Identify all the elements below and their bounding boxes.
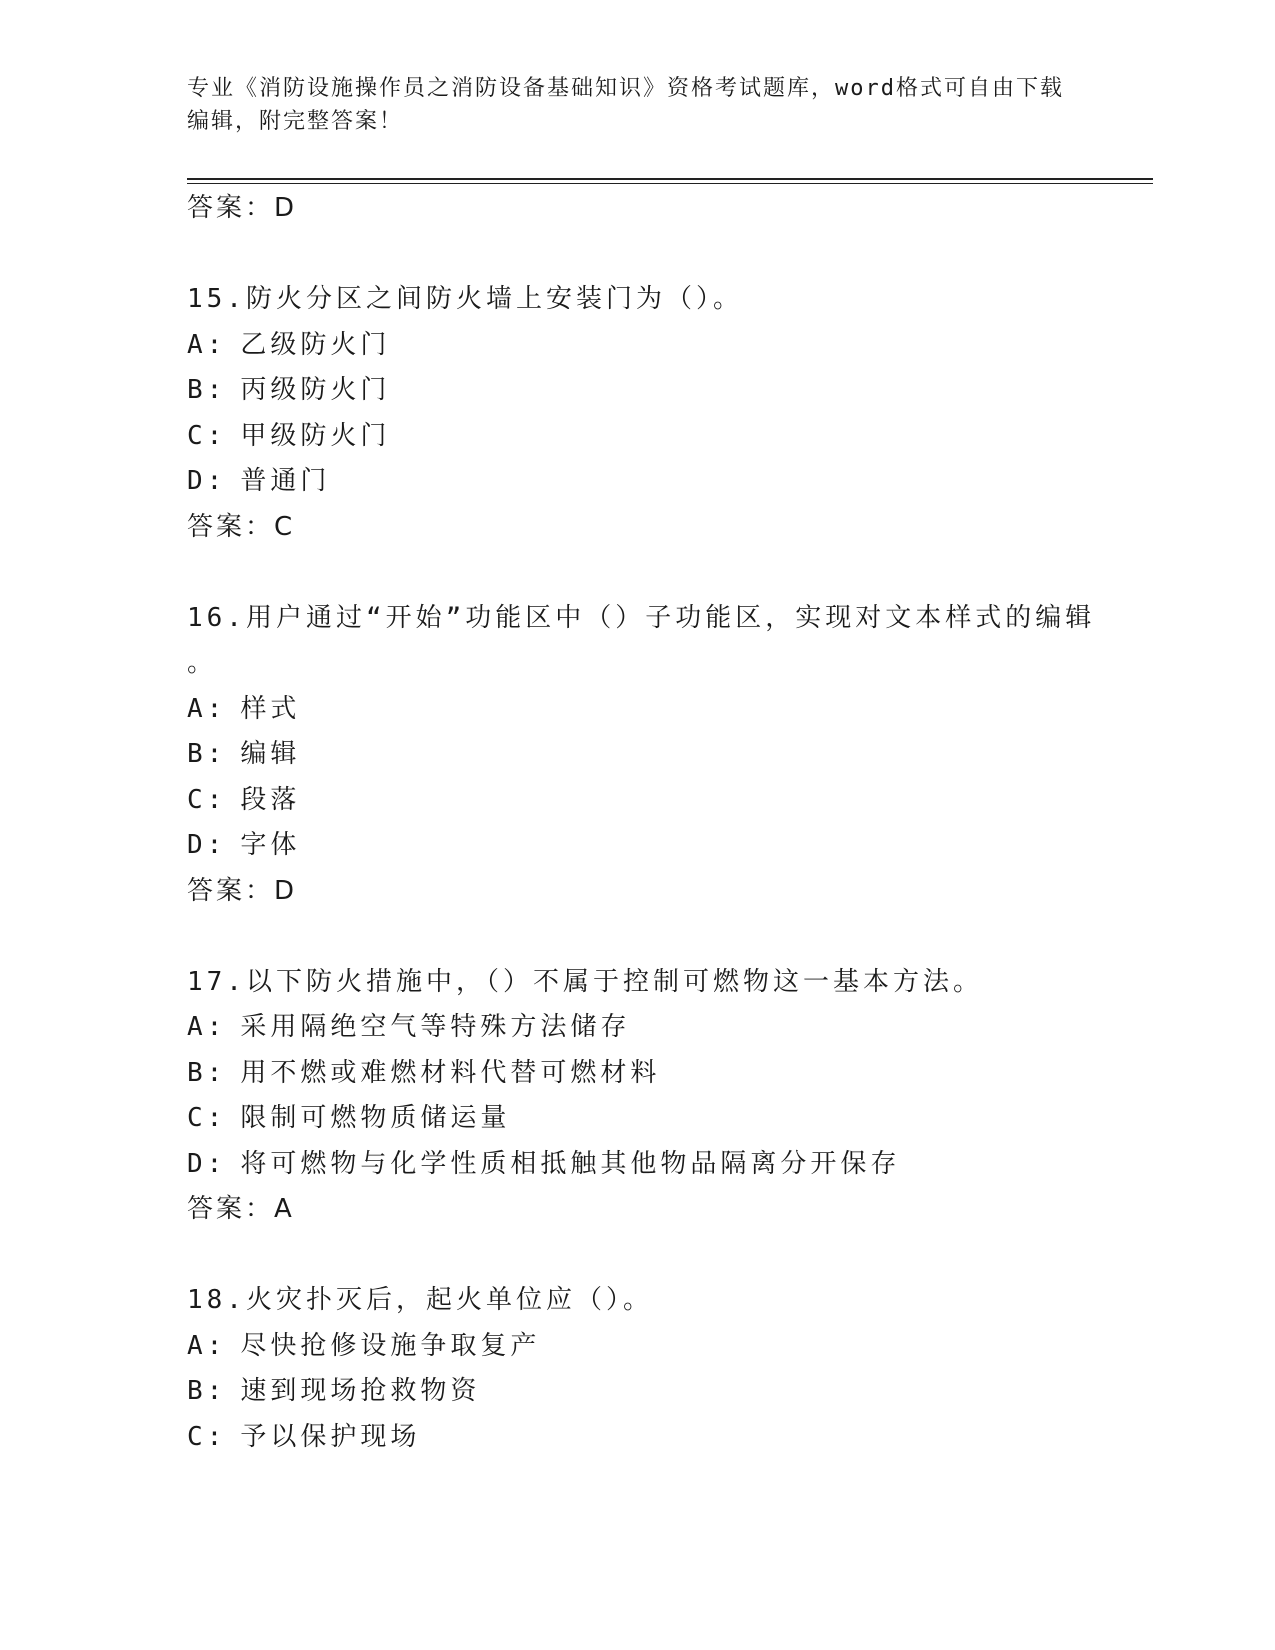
option-text: 尽快抢修设施争取复产 <box>240 1330 541 1361</box>
spacer <box>187 550 1087 596</box>
option-b <box>187 1369 1087 1415</box>
option-key: A: <box>187 693 227 724</box>
option-c <box>187 414 1087 460</box>
question-stem: 17.以下防火措施中，（）不属于控制可燃物这一基本方法。 <box>187 966 983 997</box>
option-text: 样式 <box>240 693 301 724</box>
option-key: B: <box>187 1057 227 1088</box>
option-text: 段落 <box>240 784 301 815</box>
spacer <box>187 914 1087 960</box>
header-rule-thin <box>187 183 1153 184</box>
answer: 答案：C <box>187 511 296 542</box>
question-16 <box>187 596 1096 915</box>
question-stem-line1: 16.用户通过“开始”功能区中（）子功能区，实现对文本样式的编辑 <box>187 602 1096 633</box>
question-stem: 15.防火分区之间防火墙上安装门为（）。 <box>187 284 743 314</box>
answer: 答案：A <box>187 1194 295 1224</box>
option-c <box>187 1096 1087 1142</box>
question-15 <box>187 277 1087 550</box>
option-d <box>187 823 1087 869</box>
option-c <box>187 1415 1087 1461</box>
option-text: 用不燃或难燃材料代替可燃材料 <box>240 1057 661 1088</box>
option-b <box>187 1051 1087 1097</box>
option-key: D: <box>187 830 227 860</box>
answer-prev: 答案：D <box>187 193 298 223</box>
header-text: 专业《消防设施操作员之消防设备基础知识》资格考试题库，word格式可自由下载编辑，附完整答案！ <box>187 76 1064 134</box>
option-text: 字体 <box>240 830 301 860</box>
option-b <box>187 368 1087 414</box>
option-text: 丙级防火门 <box>240 375 391 405</box>
option-key: A: <box>187 329 227 360</box>
option-text: 将可燃物与化学性质相抵触其他物品隔离分开保存 <box>240 1148 901 1179</box>
option-text: 普通门 <box>240 466 331 496</box>
spacer <box>187 1233 1087 1279</box>
option-text: 采用隔绝空气等特殊方法储存 <box>240 1012 631 1042</box>
option-text: 编辑 <box>240 739 301 769</box>
option-key: B: <box>187 1376 227 1406</box>
option-text: 速到现场抢救物资 <box>240 1376 481 1406</box>
option-key: A: <box>187 1330 227 1361</box>
option-c <box>187 778 1087 824</box>
document-body <box>187 186 1096 1460</box>
option-a <box>187 687 1087 733</box>
spacer <box>187 232 1087 278</box>
option-key: C: <box>187 784 227 815</box>
option-key: D: <box>187 1148 227 1179</box>
answer: 答案：D <box>187 875 298 906</box>
option-d <box>187 1142 1087 1188</box>
option-d <box>187 459 1087 505</box>
option-text: 限制可燃物质储运量 <box>240 1103 511 1133</box>
option-key: D: <box>187 466 227 496</box>
option-text: 乙级防火门 <box>240 329 391 360</box>
option-a <box>187 1324 1087 1370</box>
question-stem-line2: 。 <box>187 648 218 678</box>
header-rule-thick <box>187 178 1153 180</box>
option-text: 甲级防火门 <box>240 420 391 451</box>
option-key: A: <box>187 1012 227 1042</box>
option-key: C: <box>187 420 227 451</box>
option-a <box>187 323 1087 369</box>
option-b <box>187 732 1087 778</box>
option-a <box>187 1005 1087 1051</box>
question-18 <box>187 1278 1087 1460</box>
question-17 <box>187 960 1087 1233</box>
option-key: C: <box>187 1421 227 1452</box>
question-stem: 18.火灾扑灭后，起火单位应（）。 <box>187 1285 653 1315</box>
option-text: 予以保护现场 <box>240 1421 421 1452</box>
option-key: B: <box>187 375 227 405</box>
page-header <box>187 72 1067 138</box>
option-key: C: <box>187 1103 227 1133</box>
option-key: B: <box>187 739 227 769</box>
